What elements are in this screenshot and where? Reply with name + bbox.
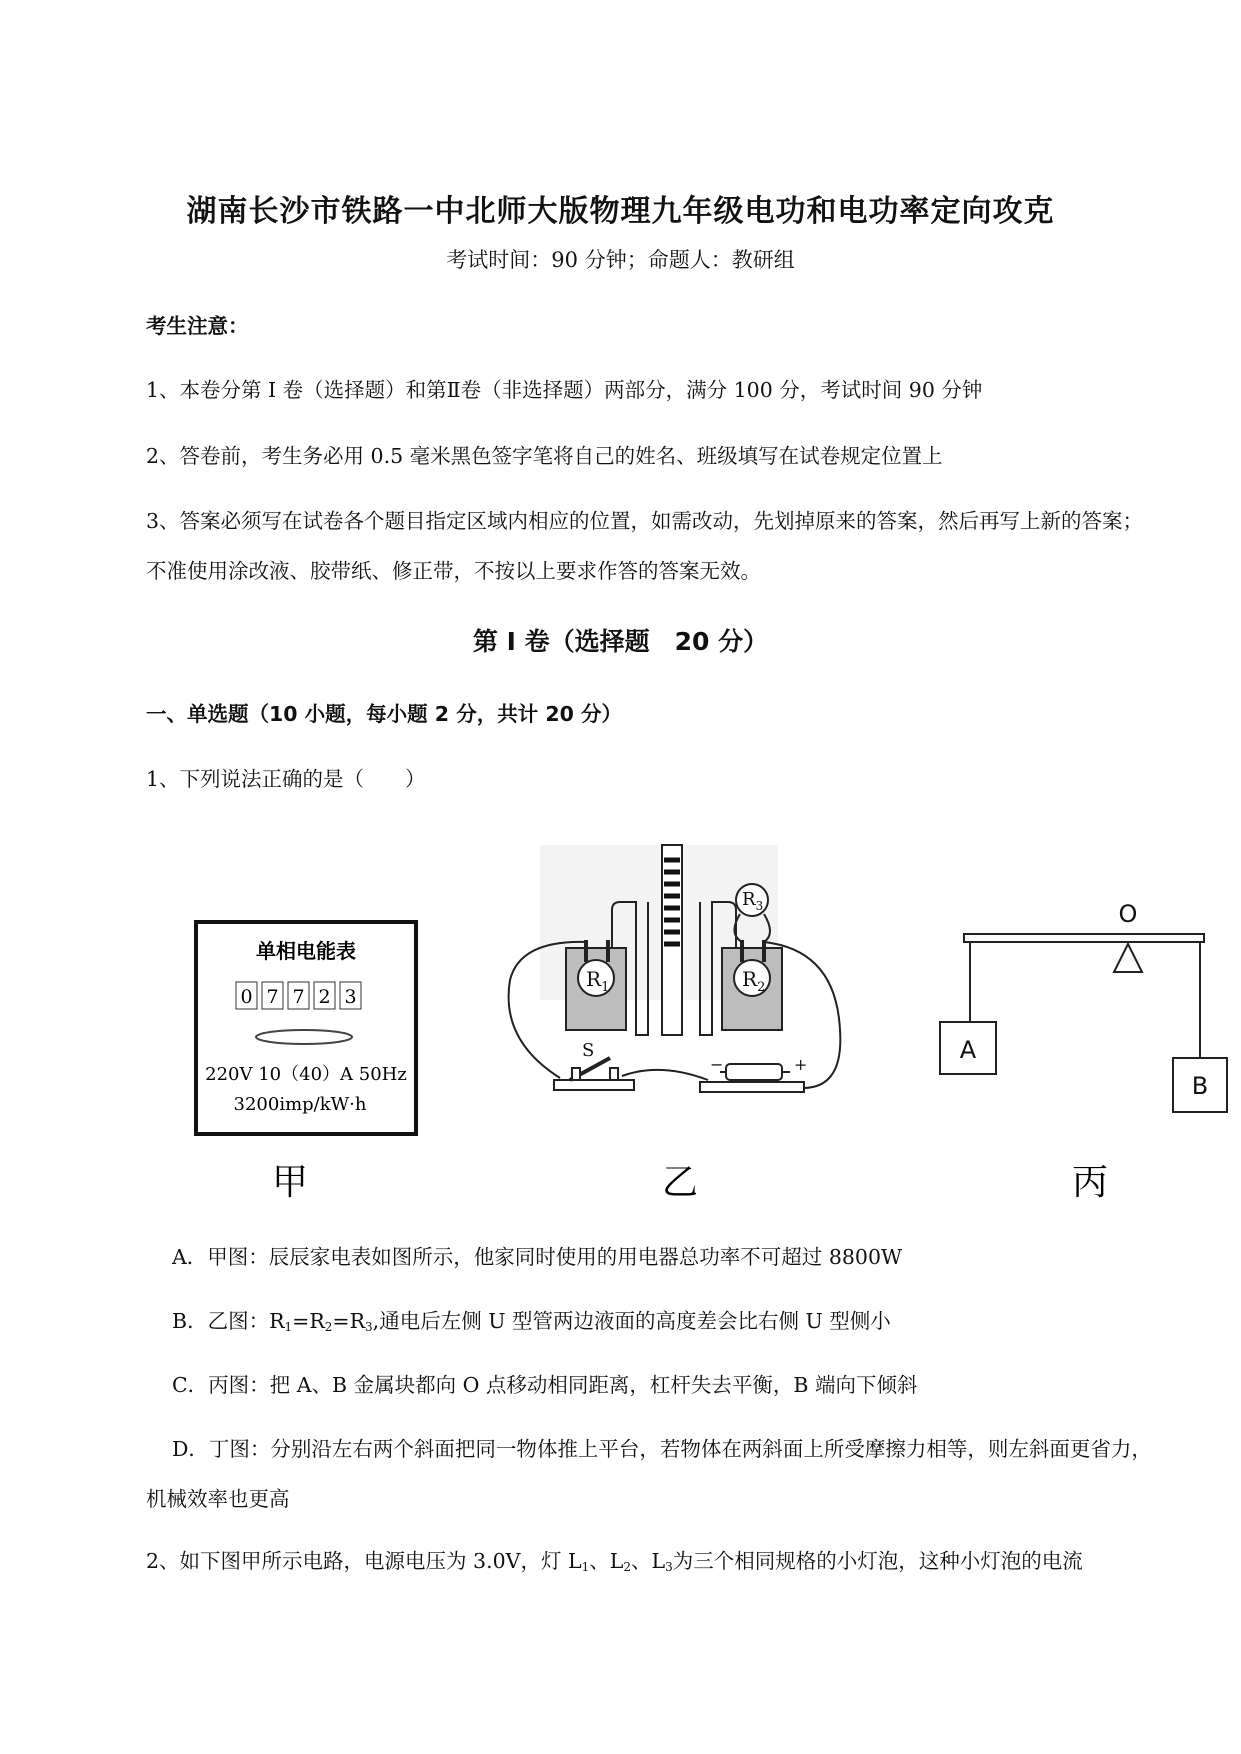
joule-experiment — [509, 845, 841, 1092]
meter-constant: 3200imp/kW·h — [233, 1094, 367, 1115]
meter-disc — [256, 1030, 352, 1044]
energy-meter — [196, 922, 416, 1134]
battery-plus: + — [794, 1055, 808, 1074]
option-b: B．乙图：$R_1=R_2=R_3$,通电后左侧 U 型管两边液面的高度差会比右侧 U 型侧小 — [172, 1309, 891, 1334]
meter-title: 单相电能表 — [256, 939, 356, 963]
notice-item-2: 2、答卷前，考生务必用 0.5 毫米黑色签字笔将自己的姓名、班级填写在试卷规定位置上 — [146, 444, 943, 468]
meter-digit: 3 — [344, 986, 357, 1008]
question-2-stem: 2、如下图甲所示电路，电源电压为 3.0V，灯 $L_1$、$L_2$、$L_3$为三个相同规格的小灯泡，这种小灯泡的电流 — [146, 1549, 1083, 1574]
caption-jia: 甲 — [271, 1162, 309, 1203]
meter-digit: 7 — [266, 986, 279, 1008]
block-b-label: B — [1191, 1072, 1209, 1100]
page-title: 湖南长沙市铁路一中北师大版物理九年级电功和电功率定向攻克 — [186, 194, 1055, 229]
meter-digit: 0 — [240, 986, 253, 1008]
meter-digit: 7 — [292, 986, 305, 1008]
notice-item-1: 1、本卷分第 I 卷（选择题）和第Ⅱ卷（非选择题）两部分，满分 100 分，考试时间 90 分钟 — [146, 378, 983, 402]
r1-label: $R_1$ — [586, 967, 610, 995]
meter-rating: 220V 10（40）A 50Hz — [205, 1064, 407, 1085]
option-d: D．丁图：分别沿左右两个斜面把同一物体推上平台，若物体在两斜面上所受摩擦力相等，则左斜面更省力，机械效率也更高 — [146, 1437, 1152, 1511]
caption-yi: 乙 — [661, 1162, 699, 1203]
lever — [940, 934, 1227, 1112]
block-a-label: A — [959, 1036, 977, 1064]
option-a: A．甲图：辰辰家电表如图所示，他家同时使用的用电器总功率不可超过 8800W — [172, 1245, 903, 1269]
notice-heading: 考生注意： — [146, 314, 249, 338]
battery-minus: − — [710, 1055, 724, 1074]
meter-digit: 2 — [318, 986, 331, 1008]
question-1-figure — [0, 830, 1241, 1220]
section-title: 第 I 卷（选择题 20 分） — [472, 627, 769, 656]
caption-bing: 丙 — [1071, 1162, 1109, 1203]
notice-item-3: 3、答案必须写在试卷各个题目指定区域内相应的位置，如需改动，先划掉原来的答案，然后再写上新的答案；不准使用涂改液、胶带纸、修正带，不按以上要求作答的答案无效。 — [146, 509, 1144, 583]
pivot-label: O — [1118, 900, 1138, 928]
part-title: 一、单选题（10 小题，每小题 2 分，共计 20 分） — [146, 702, 623, 726]
exam-info: 考试时间：90 分钟；命题人：教研组 — [446, 248, 795, 272]
option-c: C．丙图：把 A、B 金属块都向 O 点移动相同距离，杠杆失去平衡，B 端向下倾斜 — [172, 1373, 918, 1397]
switch-label: S — [582, 1040, 595, 1061]
question-1-stem: 1、下列说法正确的是（ ） — [146, 767, 426, 791]
r3-label: $R_3$ — [742, 889, 764, 913]
r2-label: $R_2$ — [742, 967, 766, 995]
